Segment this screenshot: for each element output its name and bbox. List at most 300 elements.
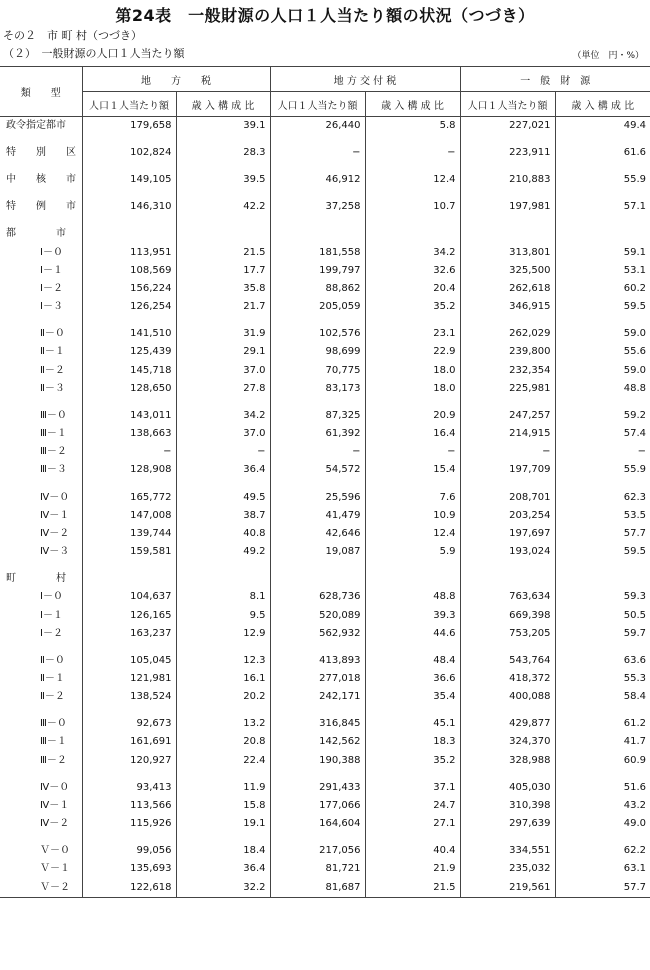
header-per-capita: 人口１人当たり額: [270, 92, 365, 117]
per-capita-cell: 628,736: [270, 588, 365, 606]
per-capita-cell: [460, 570, 555, 588]
row-label: Ⅱ－０: [40, 328, 65, 340]
row-label: Ⅱ－１: [40, 346, 65, 358]
section-subtitle: その２ 市 町 村（つづき）: [3, 29, 142, 42]
per-capita-cell: 128,650: [82, 380, 176, 398]
per-capita-cell: 208,701: [460, 488, 555, 506]
table-row: [0, 752, 650, 770]
per-capita-cell: 102,824: [82, 144, 176, 162]
ratio-cell: −: [365, 144, 460, 162]
spacer-cell: [460, 189, 555, 198]
per-capita-cell: 418,372: [460, 670, 555, 688]
spacer-cell: [365, 480, 460, 489]
ratio-cell: 19.1: [176, 815, 270, 833]
spacer-row: [0, 189, 650, 198]
spacer-cell: [270, 706, 365, 715]
spacer-cell: [555, 135, 650, 144]
ratio-cell: 21.5: [176, 244, 270, 262]
spacer-cell: [0, 216, 82, 225]
table-row: [0, 225, 650, 243]
ratio-cell: 50.5: [555, 606, 650, 624]
ratio-cell: 27.8: [176, 380, 270, 398]
spacer-cell: [365, 706, 460, 715]
row-label: Ⅰ－３: [40, 301, 63, 313]
spacer-row: [0, 706, 650, 715]
ratio-cell: [555, 570, 650, 588]
per-capita-cell: 88,862: [270, 280, 365, 298]
table-row: [0, 117, 650, 136]
row-label: Ⅰ－１: [40, 609, 63, 621]
ratio-cell: [365, 225, 460, 243]
header-general-revenue: 一 般 財 源: [460, 67, 650, 92]
per-capita-cell: 108,569: [82, 262, 176, 280]
per-capita-cell: 99,056: [82, 842, 176, 860]
table-row: [0, 144, 650, 162]
ratio-cell: 24.7: [365, 797, 460, 815]
spacer-cell: [0, 706, 82, 715]
ratio-cell: [555, 225, 650, 243]
per-capita-cell: 138,524: [82, 688, 176, 706]
spacer-cell: [176, 561, 270, 570]
table-row: [0, 606, 650, 624]
table-row: [0, 588, 650, 606]
spacer-cell: [365, 561, 460, 570]
ratio-cell: 32.2: [176, 878, 270, 897]
header-type: 類 型: [0, 67, 82, 117]
ratio-cell: 58.4: [555, 688, 650, 706]
spacer-cell: [460, 643, 555, 652]
per-capita-cell: 83,173: [270, 380, 365, 398]
per-capita-cell: [82, 225, 176, 243]
per-capita-cell: 135,693: [82, 860, 176, 878]
spacer-cell: [82, 706, 176, 715]
ratio-cell: 49.4: [555, 117, 650, 136]
table-row: [0, 507, 650, 525]
per-capita-cell: 37,258: [270, 198, 365, 216]
row-label: Ⅲ－０: [40, 409, 67, 421]
spacer-cell: [460, 398, 555, 407]
per-capita-cell: 121,981: [82, 670, 176, 688]
per-capita-cell: 324,370: [460, 733, 555, 751]
spacer-cell: [365, 833, 460, 842]
ratio-cell: 5.9: [365, 543, 460, 561]
spacer-cell: [0, 189, 82, 198]
per-capita-cell: 197,709: [460, 461, 555, 479]
table-row: [0, 670, 650, 688]
ratio-cell: 59.7: [555, 625, 650, 643]
ratio-cell: 12.9: [176, 625, 270, 643]
ratio-cell: 40.8: [176, 525, 270, 543]
per-capita-cell: 400,088: [460, 688, 555, 706]
per-capita-cell: 753,205: [460, 625, 555, 643]
per-capita-cell: 203,254: [460, 507, 555, 525]
table-row: [0, 652, 650, 670]
per-capita-cell: 242,171: [270, 688, 365, 706]
spacer-row: [0, 162, 650, 171]
per-capita-cell: 128,908: [82, 461, 176, 479]
table-row: [0, 407, 650, 425]
per-capita-cell: 334,551: [460, 842, 555, 860]
ratio-cell: [176, 225, 270, 243]
per-capita-cell: 115,926: [82, 815, 176, 833]
per-capita-cell: 214,915: [460, 425, 555, 443]
row-label: Ⅱ－０: [40, 654, 65, 666]
table-row: [0, 280, 650, 298]
ratio-cell: 48.4: [365, 652, 460, 670]
table-row: [0, 779, 650, 797]
per-capita-cell: 81,721: [270, 860, 365, 878]
spacer-cell: [176, 643, 270, 652]
row-label: Ｖ－２: [0, 878, 82, 897]
table-row: [0, 362, 650, 380]
spacer-cell: [555, 162, 650, 171]
ratio-cell: 59.5: [555, 543, 650, 561]
per-capita-cell: 190,388: [270, 752, 365, 770]
per-capita-cell: 143,011: [82, 407, 176, 425]
spacer-cell: [270, 398, 365, 407]
ratio-cell: 11.9: [176, 779, 270, 797]
ratio-cell: 31.9: [176, 325, 270, 343]
row-label: Ⅱ－３: [40, 382, 65, 394]
spacer-cell: [555, 643, 650, 652]
spacer-cell: [82, 189, 176, 198]
spacer-cell: [460, 770, 555, 779]
ratio-cell: 59.2: [555, 407, 650, 425]
per-capita-cell: 181,558: [270, 244, 365, 262]
per-capita-cell: 113,951: [82, 244, 176, 262]
ratio-cell: 59.3: [555, 588, 650, 606]
spacer-cell: [176, 189, 270, 198]
ratio-cell: 13.2: [176, 715, 270, 733]
spacer-cell: [460, 216, 555, 225]
per-capita-cell: 225,981: [460, 380, 555, 398]
ratio-cell: 21.7: [176, 298, 270, 316]
spacer-cell: [460, 833, 555, 842]
spacer-cell: [82, 162, 176, 171]
per-capita-cell: 139,744: [82, 525, 176, 543]
spacer-cell: [0, 770, 82, 779]
ratio-cell: 16.4: [365, 425, 460, 443]
ratio-cell: 35.4: [365, 688, 460, 706]
spacer-cell: [270, 216, 365, 225]
spacer-cell: [176, 162, 270, 171]
table-row: [0, 878, 650, 897]
ratio-cell: 35.2: [365, 752, 460, 770]
per-capita-cell: −: [270, 144, 365, 162]
per-capita-cell: 227,021: [460, 117, 555, 136]
per-capita-cell: 328,988: [460, 752, 555, 770]
row-label: Ⅳ－２: [40, 527, 70, 539]
table-subtitle: （２） 一般財源の人口１人当たり額: [3, 47, 185, 60]
ratio-cell: 40.4: [365, 842, 460, 860]
table-row: [0, 733, 650, 751]
ratio-cell: 49.5: [176, 488, 270, 506]
row-label: Ⅳ－２: [40, 818, 70, 830]
spacer-cell: [82, 561, 176, 570]
spacer-row: [0, 216, 650, 225]
spacer-cell: [365, 216, 460, 225]
ratio-cell: 10.9: [365, 507, 460, 525]
per-capita-cell: 262,029: [460, 325, 555, 343]
ratio-cell: 62.2: [555, 842, 650, 860]
ratio-cell: 59.0: [555, 362, 650, 380]
spacer-cell: [365, 316, 460, 325]
per-capita-cell: 161,691: [82, 733, 176, 751]
per-capita-cell: 239,800: [460, 343, 555, 361]
ratio-cell: 5.8: [365, 117, 460, 136]
spacer-cell: [270, 643, 365, 652]
row-label: Ⅲ－１: [40, 736, 67, 748]
ratio-cell: 38.7: [176, 507, 270, 525]
per-capita-cell: 61,392: [270, 425, 365, 443]
per-capita-cell: [460, 225, 555, 243]
spacer-row: [0, 833, 650, 842]
spacer-cell: [82, 216, 176, 225]
ratio-cell: 36.4: [176, 860, 270, 878]
per-capita-cell: 405,030: [460, 779, 555, 797]
per-capita-cell: 291,433: [270, 779, 365, 797]
spacer-cell: [460, 706, 555, 715]
spacer-cell: [176, 216, 270, 225]
spacer-cell: [460, 561, 555, 570]
row-label: Ⅲ－２: [40, 446, 67, 458]
ratio-cell: 18.4: [176, 842, 270, 860]
ratio-cell: 15.8: [176, 797, 270, 815]
table-row: [0, 570, 650, 588]
per-capita-cell: 138,663: [82, 425, 176, 443]
per-capita-cell: 25,596: [270, 488, 365, 506]
spacer-cell: [555, 833, 650, 842]
per-capita-cell: 87,325: [270, 407, 365, 425]
spacer-cell: [555, 398, 650, 407]
row-label: Ⅳ－１: [40, 509, 70, 521]
ratio-cell: 61.2: [555, 715, 650, 733]
spacer-cell: [460, 135, 555, 144]
per-capita-cell: 199,797: [270, 262, 365, 280]
ratio-cell: 10.7: [365, 198, 460, 216]
per-capita-cell: 122,618: [82, 878, 176, 897]
table-row: [0, 842, 650, 860]
table-row: [0, 815, 650, 833]
ratio-cell: 27.1: [365, 815, 460, 833]
spacer-row: [0, 561, 650, 570]
ratio-cell: 39.1: [176, 117, 270, 136]
header-ratio: 歳 入 構 成 比: [176, 92, 270, 117]
per-capita-cell: 543,764: [460, 652, 555, 670]
row-label: Ⅰ－２: [40, 282, 63, 294]
ratio-cell: 22.4: [176, 752, 270, 770]
per-capita-cell: 81,687: [270, 878, 365, 897]
header-per-capita: 人口１人当たり額: [82, 92, 176, 117]
ratio-cell: 57.4: [555, 425, 650, 443]
spacer-cell: [555, 561, 650, 570]
ratio-cell: 23.1: [365, 325, 460, 343]
row-label: 町 村: [6, 573, 66, 585]
ratio-cell: 55.6: [555, 343, 650, 361]
spacer-cell: [555, 770, 650, 779]
row-label: Ⅰ－０: [40, 591, 63, 603]
per-capita-cell: 297,639: [460, 815, 555, 833]
per-capita-cell: 163,237: [82, 625, 176, 643]
per-capita-cell: 232,354: [460, 362, 555, 380]
ratio-cell: 18.0: [365, 362, 460, 380]
ratio-cell: 17.7: [176, 262, 270, 280]
per-capita-cell: −: [82, 443, 176, 461]
ratio-cell: 15.4: [365, 461, 460, 479]
ratio-cell: 41.7: [555, 733, 650, 751]
spacer-cell: [270, 480, 365, 489]
unit-label: （単位 円・%）: [572, 51, 644, 61]
spacer-cell: [270, 189, 365, 198]
per-capita-cell: 159,581: [82, 543, 176, 561]
per-capita-cell: 235,032: [460, 860, 555, 878]
ratio-cell: 35.2: [365, 298, 460, 316]
per-capita-cell: 164,604: [270, 815, 365, 833]
ratio-cell: 53.1: [555, 262, 650, 280]
ratio-cell: 12.4: [365, 525, 460, 543]
spacer-cell: [555, 216, 650, 225]
table-row: [0, 171, 650, 189]
ratio-cell: 45.1: [365, 715, 460, 733]
ratio-cell: 60.9: [555, 752, 650, 770]
ratio-cell: 39.3: [365, 606, 460, 624]
spacer-cell: [176, 480, 270, 489]
header-per-capita: 人口１人当たり額: [460, 92, 555, 117]
revenue-table: [0, 66, 650, 898]
row-label: Ⅳ－３: [40, 546, 70, 558]
row-label: Ⅱ－１: [40, 672, 65, 684]
ratio-cell: 57.1: [555, 198, 650, 216]
row-label: Ⅲ－１: [40, 428, 67, 440]
spacer-cell: [82, 833, 176, 842]
ratio-cell: 60.2: [555, 280, 650, 298]
ratio-cell: 18.3: [365, 733, 460, 751]
spacer-cell: [365, 135, 460, 144]
row-label: Ⅱ－２: [40, 364, 65, 376]
spacer-row: [0, 480, 650, 489]
spacer-cell: [176, 706, 270, 715]
ratio-cell: 37.0: [176, 425, 270, 443]
table-row: [0, 443, 650, 461]
ratio-cell: 63.1: [555, 860, 650, 878]
spacer-cell: [555, 316, 650, 325]
ratio-cell: 43.2: [555, 797, 650, 815]
per-capita-cell: 147,008: [82, 507, 176, 525]
ratio-cell: 16.1: [176, 670, 270, 688]
spacer-cell: [176, 135, 270, 144]
ratio-cell: 49.2: [176, 543, 270, 561]
ratio-cell: 57.7: [555, 525, 650, 543]
ratio-cell: 36.6: [365, 670, 460, 688]
spacer-cell: [82, 643, 176, 652]
spacer-cell: [0, 135, 82, 144]
spacer-cell: [176, 316, 270, 325]
header-ratio: 歳 入 構 成 比: [365, 92, 460, 117]
spacer-cell: [0, 162, 82, 171]
row-label: 特 例 市: [6, 201, 76, 213]
spacer-cell: [0, 643, 82, 652]
ratio-cell: 51.6: [555, 779, 650, 797]
table-row: [0, 198, 650, 216]
ratio-cell: 8.1: [176, 588, 270, 606]
table-row: [0, 860, 650, 878]
ratio-cell: 55.9: [555, 461, 650, 479]
row-label: Ｖ－０: [40, 845, 70, 857]
per-capita-cell: 126,254: [82, 298, 176, 316]
spacer-row: [0, 135, 650, 144]
ratio-cell: 12.4: [365, 171, 460, 189]
spacer-cell: [0, 398, 82, 407]
per-capita-cell: −: [270, 443, 365, 461]
header-local-tax: 地 方 税: [82, 67, 270, 92]
spacer-cell: [270, 833, 365, 842]
spacer-cell: [82, 316, 176, 325]
ratio-cell: 28.3: [176, 144, 270, 162]
ratio-cell: 42.2: [176, 198, 270, 216]
spacer-cell: [82, 398, 176, 407]
ratio-cell: 32.6: [365, 262, 460, 280]
ratio-cell: 59.1: [555, 244, 650, 262]
per-capita-cell: 104,637: [82, 588, 176, 606]
per-capita-cell: 126,165: [82, 606, 176, 624]
per-capita-cell: 179,658: [82, 117, 176, 136]
per-capita-cell: 763,634: [460, 588, 555, 606]
per-capita-cell: [82, 570, 176, 588]
per-capita-cell: 262,618: [460, 280, 555, 298]
per-capita-cell: 120,927: [82, 752, 176, 770]
per-capita-cell: 70,775: [270, 362, 365, 380]
spacer-cell: [82, 770, 176, 779]
ratio-cell: −: [176, 443, 270, 461]
ratio-cell: 12.3: [176, 652, 270, 670]
spacer-cell: [365, 770, 460, 779]
spacer-cell: [176, 833, 270, 842]
table-row: [0, 688, 650, 706]
ratio-cell: 29.1: [176, 343, 270, 361]
spacer-cell: [365, 398, 460, 407]
row-label: Ⅱ－２: [40, 691, 65, 703]
table-body: [0, 117, 650, 898]
table-row: [0, 298, 650, 316]
ratio-cell: 63.6: [555, 652, 650, 670]
per-capita-cell: 316,845: [270, 715, 365, 733]
per-capita-cell: 210,883: [460, 171, 555, 189]
ratio-cell: 59.0: [555, 325, 650, 343]
per-capita-cell: 146,310: [82, 198, 176, 216]
per-capita-cell: 223,911: [460, 144, 555, 162]
per-capita-cell: 26,440: [270, 117, 365, 136]
ratio-cell: 48.8: [365, 588, 460, 606]
per-capita-cell: 197,697: [460, 525, 555, 543]
per-capita-cell: −: [460, 443, 555, 461]
ratio-cell: 7.6: [365, 488, 460, 506]
table-row: [0, 461, 650, 479]
row-label: Ｖ－１: [40, 863, 70, 875]
spacer-cell: [270, 316, 365, 325]
row-label: 中 核 市: [6, 174, 76, 186]
spacer-cell: [365, 643, 460, 652]
ratio-cell: 44.6: [365, 625, 460, 643]
spacer-cell: [460, 316, 555, 325]
ratio-cell: 37.0: [176, 362, 270, 380]
ratio-cell: 61.6: [555, 144, 650, 162]
page-title: 第24表 一般財源の人口１人当たり額の状況（つづき）: [115, 6, 535, 25]
per-capita-cell: 205,059: [270, 298, 365, 316]
ratio-cell: 34.2: [365, 244, 460, 262]
ratio-cell: 39.5: [176, 171, 270, 189]
table-row: [0, 380, 650, 398]
spacer-cell: [0, 316, 82, 325]
